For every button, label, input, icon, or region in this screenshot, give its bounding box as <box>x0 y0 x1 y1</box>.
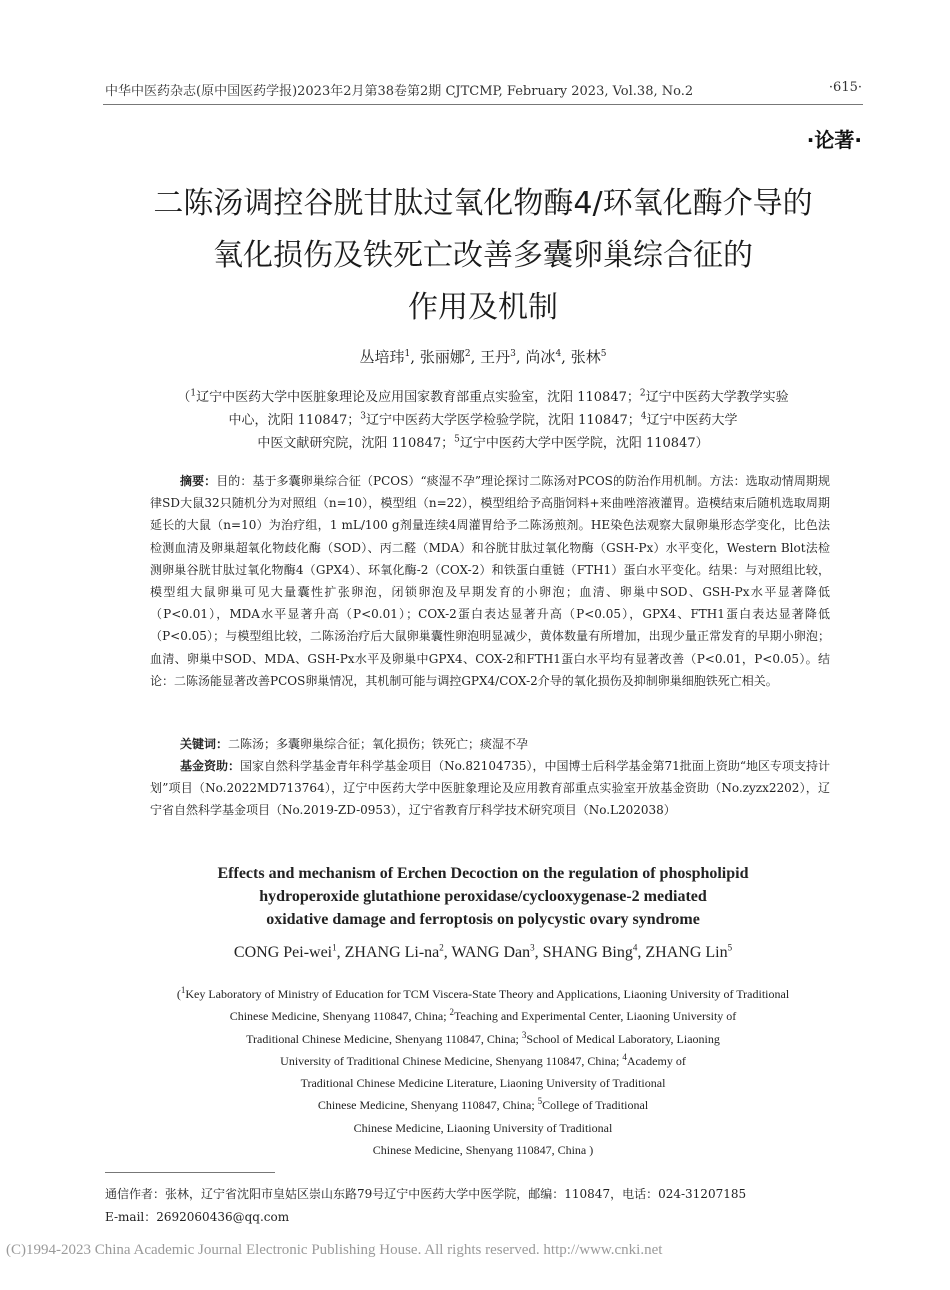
affil-text: 辽宁中医药大学教学实验 <box>645 390 789 405</box>
affil-en-text: ( <box>176 987 181 1001</box>
affil-en-sup: 1 <box>180 985 186 995</box>
page-number: ·615· <box>828 80 862 95</box>
author-name: 张丽娜 <box>419 348 465 366</box>
article-title-en <box>103 862 863 931</box>
abstract-text: 目的：基于多囊卵巢综合征（PCOS）“痰湿不孕”理论探讨二陈汤对PCOS的防治作用机制。方法：选取动情周期规律SD大鼠32只随机分为对照组（n=10），模型组（n=22），模型组给予高脂饲料+来曲唑溶液灌胃。造模结束后随机选取周期延长的大鼠（n=10）为治疗组，1 mL/100 g剂量连续4周灌胃给予二陈汤煎剂。HE染色法观察大鼠卵巢形态学变化，比色法检测血清及卵巢超氧化物歧化酶（SOD）、丙二醛（MDA）和谷胱甘肽过氧化物酶（GSH-Px）水平变化，Western Blot法检测卵巢谷胱甘肽过氧化物酶4（GPX4）、环氧化酶-2（COX-2）和铁蛋白重链（FTH1）蛋白水平变化。结果：与对照组比较，模型组大鼠卵巢可见大量囊性扩张卵泡，闭锁卵泡及早期发育的小卵泡；血清、卵巢中SOD、GSH-Px水平显著降低（P<0.01），MDA水平显著升高（P<0.01）；COX-2蛋白表达显著升高（P<0.05），GPX4、FTH1蛋白表达显著降低（P<0.05）；与模型组比较，二陈汤治疗后大鼠卵巢囊性卵泡明显减少，黄体数量有所增加，出现少量正常发育的早期小卵泡；血清、卵巢中SOD、MDA、GSH-Px水平及卵巢中GPX4、COX-2和FTH1蛋白水平均有显著改善（P<0.01，P<0.05）。结论：二陈汤能显著改善PCOS卵巢情况，其机制可能与调控GPX4/COX-2介导的氧化损伤及抑制卵巢细胞铁死亡相关。 <box>150 474 830 688</box>
keywords-text: 二陈汤；多囊卵巢综合征；氧化损伤；铁死亡；痰湿不孕 <box>228 737 529 751</box>
author-sup: 1 <box>404 349 411 359</box>
affil-en-text: Key Laboratory of Ministry of Education for TCM Viscera-State Theory and Applications, Liaoning University of Traditional <box>185 987 790 1001</box>
funding-text: 国家自然科学基金青年科学基金项目（No.82104735），中国博士后科学基金第71批面上资助“地区专项支持计划”项目（No.2022MD713764），辽宁中医药大学中医脏象理论及应用教育部重点实验室开放基金资助（No.zyzx2202），辽宁省自然科学基金项目（No.2019-ZD-0953），辽宁省教育厅科学技术研究项目（No.L202038） <box>150 759 830 818</box>
affil-en-line <box>103 1005 863 1027</box>
affil-sup: 2 <box>639 388 646 399</box>
affil-en-text: Chinese Medicine, Shenyang 110847, China; <box>229 1009 450 1024</box>
affil-sup: 5 <box>454 434 460 445</box>
affil-en-line: Chinese Medicine, Shenyang 110847, China ) <box>372 1143 594 1158</box>
affiliations-en <box>103 983 863 1161</box>
affil-en-line <box>103 983 863 1005</box>
journal-header: 中华中医药杂志(原中国医药学报)2023年2月第38卷第2期 CJTCMP, February 2023, Vol.38, No.2 <box>105 84 694 99</box>
affil-en-text: Traditional Chinese Medicine, Shenyang 110847, China; <box>246 1031 522 1046</box>
author-sup-en: 5 <box>727 942 733 953</box>
authors-en: CONG Pei-wei$^1$, ZHANG $Li-na^2$, WANG Dan$^3$, SHANG Bing$^4$, ZHANG Lin$^5$ <box>233 942 733 961</box>
author-name: 张林 <box>570 348 601 366</box>
affil-line <box>103 386 863 409</box>
author-name: 王丹 <box>480 348 511 366</box>
author-name: 尚冰 <box>525 348 556 366</box>
affil-en-text: College of Traditional <box>542 1098 649 1113</box>
affil-text: 辽宁中医药大学医学检验学院，沈阳 110847； <box>365 413 641 428</box>
affil-en-text: Academy of <box>626 1053 686 1068</box>
affil-text: 辽宁中医药大学 <box>646 413 738 428</box>
title-en-line-2: hydroperoxide glutathione peroxidase/cyclooxygenase-2 mediated <box>259 888 707 905</box>
article-title-cn <box>103 178 863 334</box>
title-en-line-3: oxidative damage and ferroptosis on polycystic ovary syndrome <box>266 911 700 928</box>
affil-line <box>103 432 863 455</box>
affil-text: （ <box>177 390 191 405</box>
correspondence-note: 通信作者：张林，辽宁省沈阳市皇姑区崇山东路79号辽宁中医药大学中医学院，邮编：110847，电话：024-31207185 <box>105 1187 747 1201</box>
author-sup: 3 <box>510 349 516 359</box>
author-sup-en: 1 <box>332 942 337 953</box>
affil-en-sup: 3 <box>521 1029 527 1040</box>
footnote-rule <box>105 1172 275 1173</box>
funding-cn <box>150 755 830 822</box>
author-sup-en: 2 <box>439 942 444 953</box>
author-sup-en: 3 <box>530 942 535 953</box>
affil-en-sup: 2 <box>449 1007 455 1018</box>
author-name-en: ZHANG Lin <box>645 944 728 961</box>
affil-line <box>103 409 863 432</box>
affil-sup: 1 <box>190 388 197 399</box>
abstract-label: 摘要： <box>180 474 217 488</box>
affil-text: 中医文献研究院，沈阳 110847； <box>257 436 455 451</box>
affil-en-text: School of Medical Laboratory, Liaoning <box>526 1031 720 1046</box>
affil-en-line <box>103 1028 863 1050</box>
affiliations-cn <box>103 386 863 455</box>
affil-text: 辽宁中医药大学中医脏象理论及应用国家教育部重点实验室，沈阳 110847； <box>196 390 640 405</box>
title-line-2: 氧化损伤及铁死亡改善多囊卵巢综合征的 <box>213 238 753 273</box>
title-line-3: 作用及机制 <box>408 290 558 325</box>
funding-label: 基金资助： <box>180 759 241 773</box>
affil-en-line: Chinese Medicine, Liaoning University of Traditional <box>353 1120 613 1135</box>
affil-sup: 3 <box>360 411 366 422</box>
affil-en-line <box>103 1094 863 1116</box>
author-sup: 5 <box>600 349 607 359</box>
author-name-en: WANG Dan <box>451 944 531 961</box>
affil-sup: 4 <box>640 411 647 422</box>
email-note: E-mail：2692060436@qq.com <box>105 1210 290 1224</box>
keywords-label: 关键词： <box>180 737 229 751</box>
affil-en-sup: 5 <box>537 1096 543 1107</box>
copyright-watermark: (C)1994-2023 China Academic Journal Electronic Publishing House. All rights reserved. http://www.cnki.net <box>6 1242 663 1258</box>
title-line-1: 二陈汤调控谷胱甘肽过氧化物酶4/环氧化酶介导的 <box>153 186 813 221</box>
affil-en-text: Chinese Medicine, Shenyang 110847, China; <box>317 1098 538 1113</box>
author-sup-en: 4 <box>632 942 638 953</box>
author-sup: 2 <box>464 349 471 359</box>
keywords-cn <box>180 733 830 755</box>
affil-text: 辽宁中医药大学中医学院，沈阳 110847） <box>459 436 709 451</box>
affil-en-text: University of Traditional Chinese Medicine, Shenyang 110847, China; <box>280 1053 623 1068</box>
section-tag: ·论著· <box>806 128 862 152</box>
affil-en-line: Traditional Chinese Medicine Literature, Liaoning University of Traditional <box>300 1076 666 1091</box>
header-rule <box>103 104 863 105</box>
author-sup: 4 <box>555 349 562 359</box>
author-name-en: CONG Pei-wei <box>233 944 333 961</box>
author-name: 丛培玮 <box>359 348 405 366</box>
affil-text: 中心，沈阳 110847； <box>228 413 361 428</box>
author-name-en: ZHANG Li-na <box>344 944 440 961</box>
title-en-line-1: Effects and mechanism of Erchen Decoction on the regulation of phospholipid <box>217 865 749 882</box>
affil-en-sup: 4 <box>622 1051 627 1062</box>
author-name-en: SHANG Bing <box>542 944 633 961</box>
abstract-cn <box>150 470 830 692</box>
affil-en-line <box>103 1050 863 1072</box>
authors-cn: 丛培玮$^1$, 张丽娜$^2$, 王丹$^3$, 尚冰$^4$, 张林$^5$ <box>359 348 607 366</box>
affil-en-text: Teaching and Experimental Center, Liaoning University of <box>454 1009 737 1024</box>
